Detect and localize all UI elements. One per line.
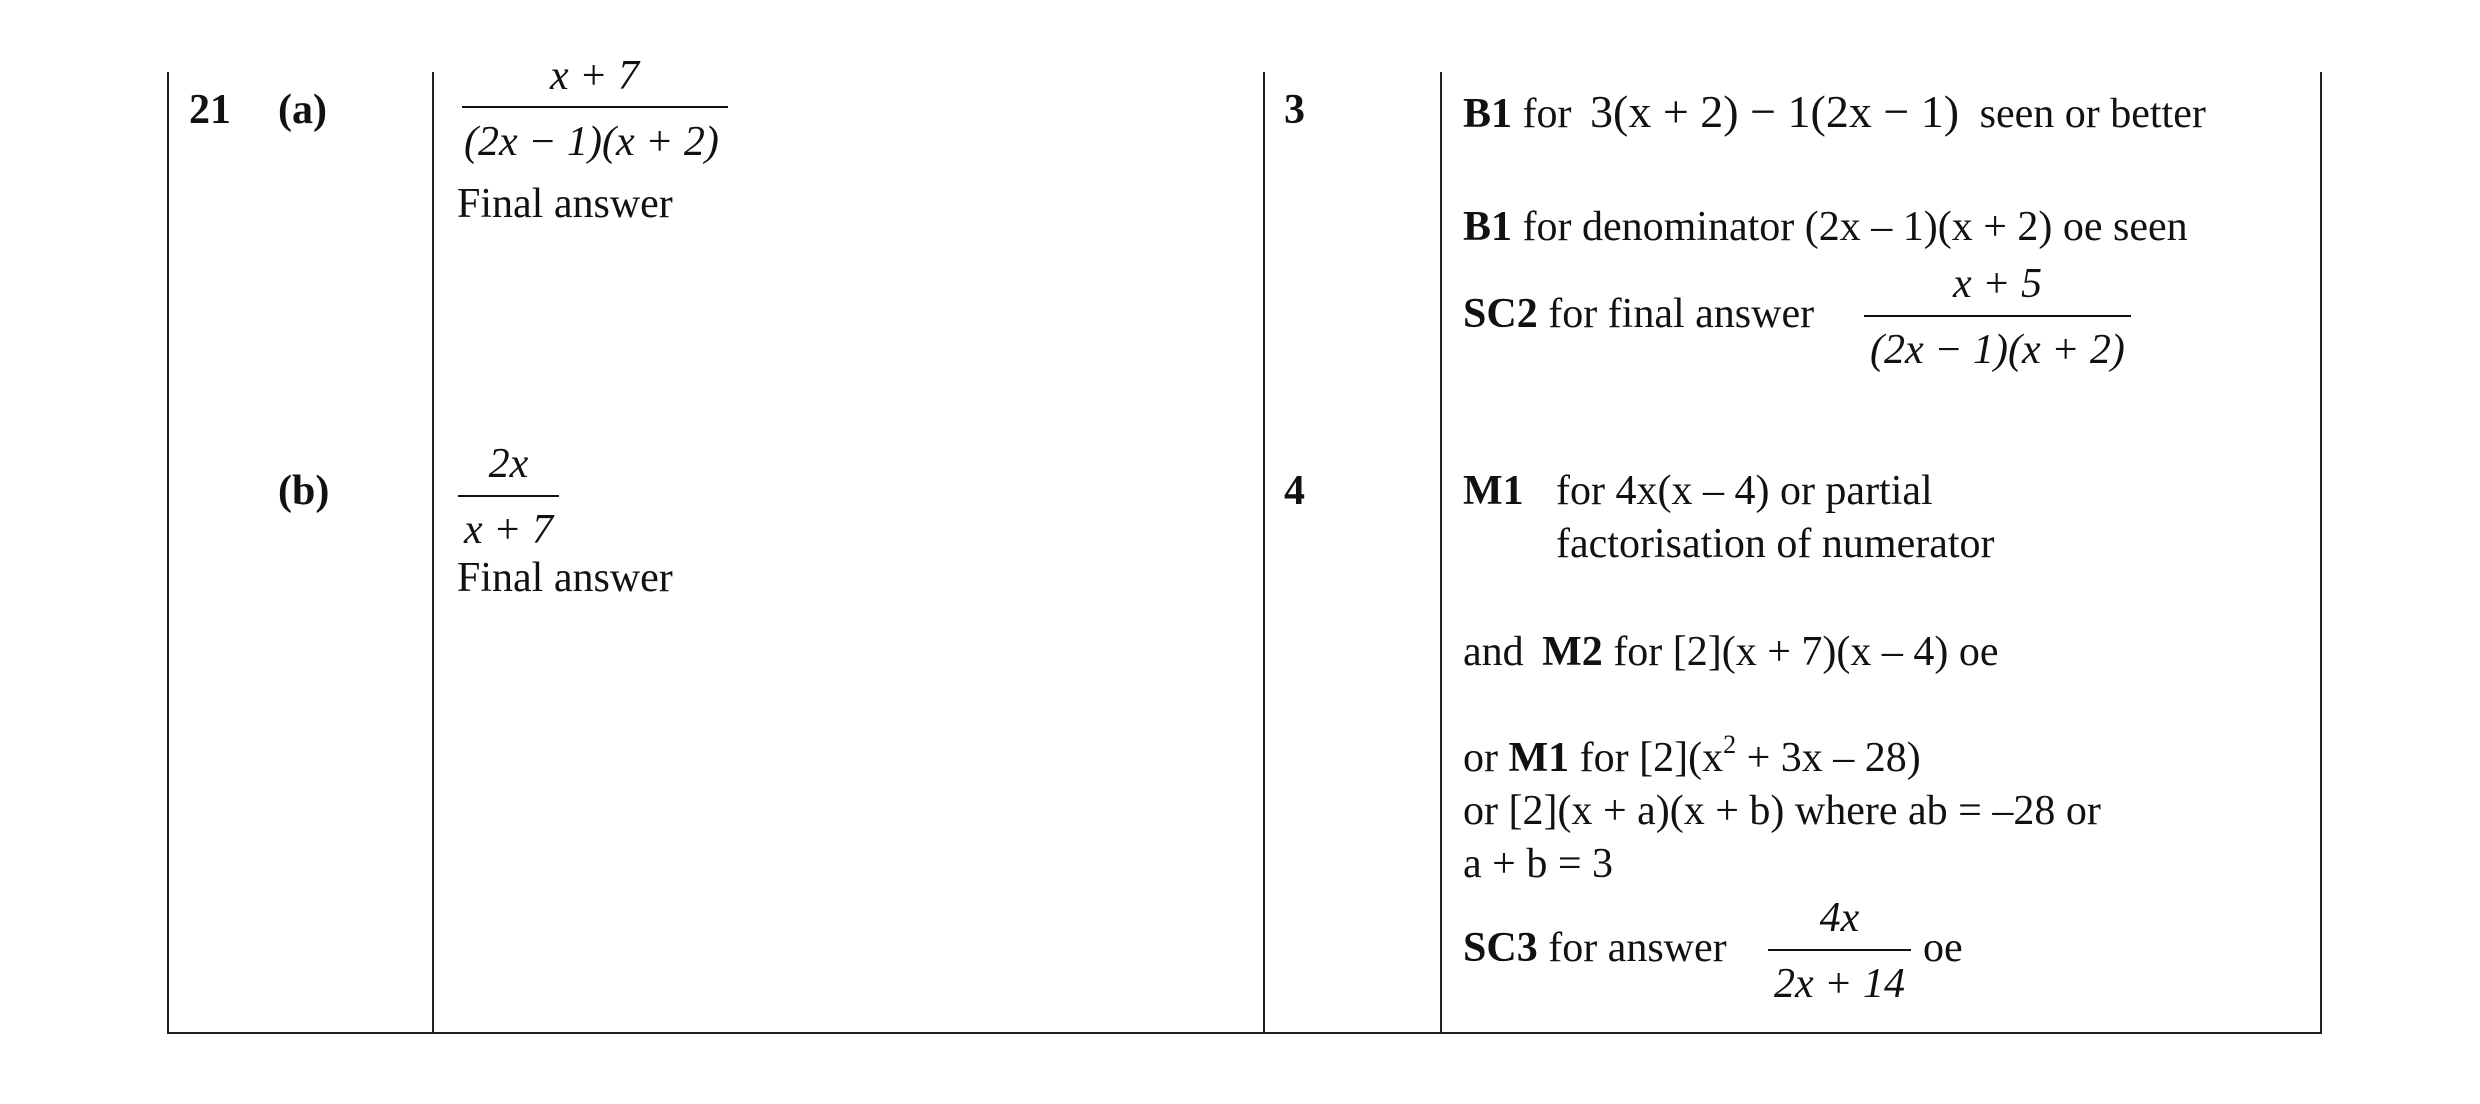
part-a-answer-denominator: (2x − 1)(x + 2)	[464, 119, 719, 165]
part-a-fraction-bar	[462, 106, 728, 108]
part-a-answer-numerator-clipped: x + 7	[550, 53, 639, 99]
part-b-label: (b)	[278, 468, 330, 514]
part-b-answer-denominator: x + 7	[464, 507, 553, 553]
mark-code-m1: M1	[1463, 468, 1524, 514]
part-b-answer-numerator: 2x	[488, 441, 529, 487]
part-b-answer-note: Final answer	[457, 555, 673, 601]
part-a-answer-note: Final answer	[457, 181, 673, 227]
mark-code-b1: B1	[1463, 204, 1513, 250]
table-border-bottom	[167, 1032, 2322, 1034]
m2-line: and M2 for [2](x + 7)(x – 4) oe	[1463, 629, 1999, 675]
part-a-sc2-fraction: x + 5 (2x − 1)(x + 2)	[1864, 263, 2131, 371]
or-line2: or [2](x + a)(x + b) where ab = –28 or	[1463, 788, 2101, 834]
table-border-right	[2320, 72, 2322, 1034]
mark-code-sc3: SC3	[1463, 925, 1538, 971]
m1-line1: for 4x(x – 4) or partial	[1556, 468, 1933, 514]
mark-code-m1: M1	[1508, 735, 1570, 781]
column-divider-3	[1440, 72, 1442, 1034]
part-a-guidance-line1: B1 for 3(x + 2) − 1(2x − 1) seen or better	[1463, 86, 2206, 137]
mark-code-m2: M2	[1542, 629, 1603, 675]
question-number: 21	[189, 87, 231, 133]
table-border-left	[167, 72, 169, 1034]
part-a-marks: 3	[1284, 87, 1305, 133]
part-b-answer-fraction	[458, 443, 559, 551]
mark-code-b1: B1	[1463, 91, 1513, 137]
or-line3: a + b = 3	[1463, 841, 1614, 887]
part-a-guidance-line2: B1 for denominator (2x – 1)(x + 2) oe seen	[1463, 204, 2188, 250]
sc3-fraction: 4x 2x + 14	[1768, 897, 1911, 1005]
column-divider-1	[432, 72, 434, 1034]
part-a-label: (a)	[278, 87, 327, 133]
m1-line2: factorisation of numerator	[1556, 521, 1995, 567]
sc3-line: SC3 for answer	[1463, 925, 1727, 971]
part-a-guidance-line3: SC2 for final answer	[1463, 291, 1815, 337]
sc3-suffix: oe	[1923, 925, 1963, 971]
column-divider-2	[1263, 72, 1265, 1034]
mark-code-sc2: SC2	[1463, 291, 1538, 337]
expression: 3(x + 2) − 1(2x − 1)	[1590, 86, 1960, 137]
part-b-marks: 4	[1284, 468, 1305, 514]
or-m1-line: or M1 for $[2](x^2 + 3x - 28)$	[1463, 730, 1921, 781]
